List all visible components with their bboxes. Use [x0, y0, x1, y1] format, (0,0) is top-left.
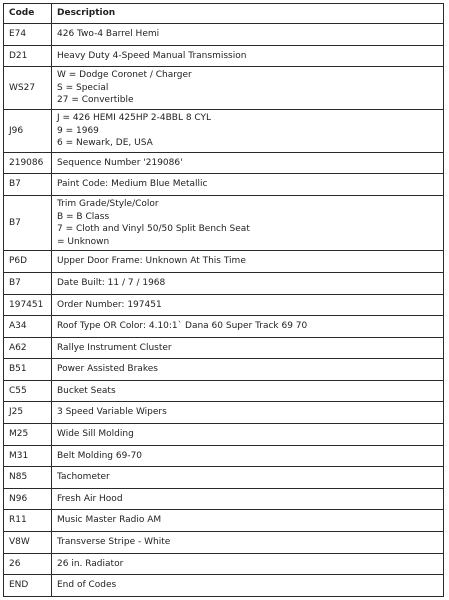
codes-table-container: [3, 3, 443, 597]
description-line: Order Number: 197451: [57, 299, 162, 310]
description-line: End of Codes: [57, 580, 117, 591]
description-cell: [52, 575, 444, 597]
table-row: [4, 272, 444, 294]
code-cell: A62: [4, 337, 52, 359]
table-row: [4, 532, 444, 554]
description-cell: [52, 24, 444, 46]
code-cell: WS27: [4, 67, 52, 110]
table-row: [4, 467, 444, 489]
description-line: 7 = Cloth and Vinyl 50/50 Split Bench Seat: [57, 224, 250, 235]
description-line: 9 = 1969: [57, 125, 99, 136]
code-cell: 219086: [4, 152, 52, 174]
description-cell: [52, 251, 444, 273]
description-line: Power Assisted Brakes: [57, 364, 158, 375]
code-cell: P6D: [4, 251, 52, 273]
code-cell: END: [4, 575, 52, 597]
description-cell: [52, 294, 444, 316]
description-line: Paint Code: Medium Blue Metallic: [57, 179, 208, 190]
description-line: Rallye Instrument Cluster: [57, 342, 172, 353]
table-row: [4, 575, 444, 597]
description-line: Tachometer: [57, 472, 110, 483]
table-row: [4, 424, 444, 446]
code-cell: V8W: [4, 532, 52, 554]
table-row: [4, 251, 444, 273]
table-row: [4, 337, 444, 359]
description-line: 6 = Newark, DE, USA: [57, 138, 153, 149]
table-row: [4, 294, 444, 316]
description-line: Music Master Radio AM: [57, 515, 162, 526]
table-body: [4, 24, 444, 597]
description-cell: [52, 337, 444, 359]
description-line: = Unknown: [57, 236, 110, 247]
table-row: [4, 316, 444, 338]
table-row: [4, 45, 444, 67]
description-line: 3 Speed Variable Wipers: [57, 407, 167, 418]
table-row: [4, 510, 444, 532]
fender-tag-codes-table: [3, 3, 444, 597]
description-line: Wide Sill Molding: [57, 429, 134, 440]
table-row: [4, 445, 444, 467]
code-cell: B7: [4, 174, 52, 196]
code-cell: C55: [4, 380, 52, 402]
code-cell: N85: [4, 467, 52, 489]
description-cell: [52, 45, 444, 67]
description-line: Date Built: 11 / 7 / 1968: [57, 277, 166, 288]
table-row: [4, 174, 444, 196]
code-cell: 26: [4, 553, 52, 575]
table-row: [4, 402, 444, 424]
code-cell: M25: [4, 424, 52, 446]
code-cell: A34: [4, 316, 52, 338]
description-cell: [52, 359, 444, 381]
description-line: Trim Grade/Style/Color: [57, 198, 159, 209]
code-cell: B7: [4, 272, 52, 294]
description-line: Upper Door Frame: Unknown At This Time: [57, 256, 246, 267]
code-cell: N96: [4, 488, 52, 510]
code-cell: B7: [4, 195, 52, 250]
table-row: [4, 380, 444, 402]
description-cell: [52, 316, 444, 338]
description-cell: [52, 424, 444, 446]
code-cell: B51: [4, 359, 52, 381]
description-cell: [52, 532, 444, 554]
description-cell: [52, 488, 444, 510]
description-cell: [52, 272, 444, 294]
table-row: [4, 152, 444, 174]
description-cell: [52, 195, 444, 250]
description-cell: [52, 174, 444, 196]
table-row: [4, 195, 444, 250]
description-cell: [52, 553, 444, 575]
description-line: J = 426 HEMI 425HP 2-4BBL 8 CYL: [57, 112, 212, 123]
column-header-code: Code: [4, 4, 52, 24]
column-header-description: Description: [52, 4, 444, 24]
table-row: [4, 24, 444, 46]
table-row: [4, 109, 444, 152]
table-row: [4, 359, 444, 381]
code-cell: J25: [4, 402, 52, 424]
description-line: 426 Two-4 Barrel Hemi: [57, 29, 160, 39]
description-line: Belt Molding 69-70: [57, 450, 143, 461]
description-cell: [52, 445, 444, 467]
description-line: 26 in. Radiator: [57, 558, 124, 569]
description-cell: [52, 510, 444, 532]
description-cell: [52, 467, 444, 489]
description-line: S = Special: [57, 82, 109, 93]
table-row: [4, 67, 444, 110]
description-line: W = Dodge Coronet / Charger: [57, 70, 192, 81]
table-header-row: [4, 4, 444, 24]
code-cell: D21: [4, 45, 52, 67]
table-row: [4, 488, 444, 510]
table-row: [4, 553, 444, 575]
description-line: Sequence Number '219086': [57, 157, 183, 168]
description-cell: [52, 67, 444, 110]
description-line: Fresh Air Hood: [57, 493, 123, 504]
description-cell: [52, 109, 444, 152]
description-cell: [52, 402, 444, 424]
description-line: Transverse Stripe - White: [57, 537, 171, 548]
description-line: Roof Type OR Color: 4.10:1` Dana 60 Super Track 69 70: [57, 321, 308, 332]
description-line: Heavy Duty 4-Speed Manual Transmission: [57, 50, 247, 61]
code-cell: J96: [4, 109, 52, 152]
description-line: Bucket Seats: [57, 385, 116, 396]
code-cell: E74: [4, 24, 52, 46]
description-line: 27 = Convertible: [57, 95, 134, 106]
code-cell: M31: [4, 445, 52, 467]
code-cell: 197451: [4, 294, 52, 316]
description-cell: [52, 380, 444, 402]
description-line: B = B Class: [57, 211, 110, 222]
description-cell: [52, 152, 444, 174]
code-cell: R11: [4, 510, 52, 532]
